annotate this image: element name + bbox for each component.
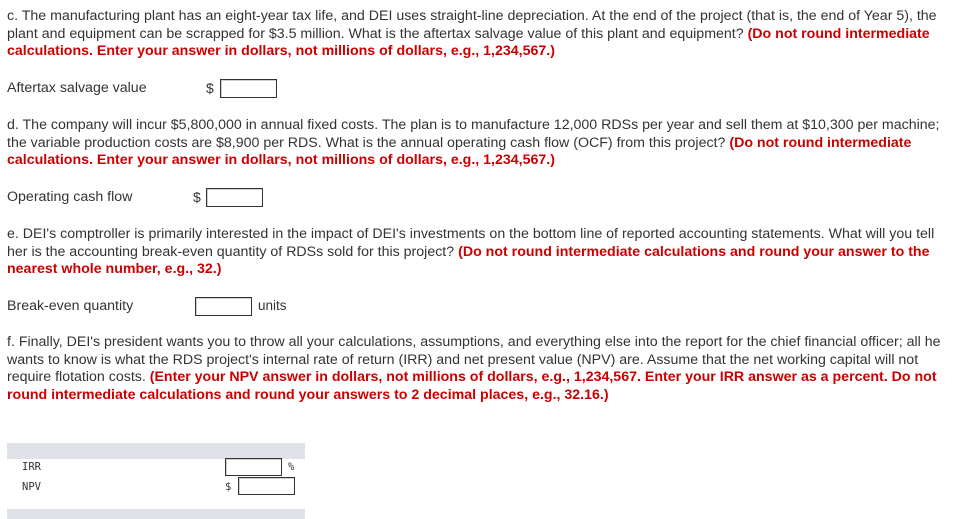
question-d-instruction: (Do not round intermediate calculations. Enter your answer in dollars, not millions of dollars, e.g., 1,234,567.) [7, 134, 912, 168]
aftertax-salvage-input[interactable] [220, 79, 277, 98]
question-c [7, 8, 957, 61]
break-even-unit: units [258, 298, 287, 313]
question-c-instruction: (Do not round intermediate calculations. Enter your answer in dollars, not millions of dollars, e.g., 1,234,567.) [7, 25, 930, 59]
answer-table-footer [7, 509, 305, 519]
irr-input[interactable] [225, 458, 282, 476]
question-e-instruction: (Do not round intermediate calculations and round your answer to the nearest whole number, e.g., 32.) [7, 243, 930, 277]
operating-cash-flow-input[interactable] [206, 188, 263, 207]
answer-table-header [7, 443, 305, 459]
question-d [7, 117, 957, 170]
npv-currency: $ [225, 481, 232, 493]
question-c-text: c. The manufacturing plant has an eight-year tax life, and DEI uses straight-line depreciation. At the end of the project (that is, the end of Year 5), the plant and equipment can be scrapped for $3.5 million. What is the aftertax salvage value of this plant and equipment? [7, 8, 937, 42]
aftertax-salvage-currency: $ [206, 80, 214, 96]
npv-input[interactable] [238, 477, 295, 495]
question-d-text: d. The company will incur $5,800,000 in annual fixed costs. The plan is to manufacture 12,000 RDSs per year and sell them at $10,300 per machine; the variable production costs are $8,900 per RDS. What is the annual operating cash flow (OCF) from this project? [7, 117, 940, 151]
break-even-label: Break-even quantity [7, 298, 134, 314]
question-f-text: f. Finally, DEI's president wants you to throw all your calculations, assumptions, and everything else into the report for the chief financial officer; all he wants to know is what the RDS project's internal rate of return (IRR) and net present value (NPV) are. Assume that the net working capital will not require flotation costs. [7, 334, 941, 385]
question-f-instruction: (Enter your NPV answer in dollars, not millions of dollars, e.g., 1,234,567. Enter your IRR answer as a percent. Do not round intermediate calculations and round your answers to 2 decimal places, e.g., 32.16.) [7, 369, 937, 403]
question-f [7, 334, 957, 404]
irr-label: IRR [22, 461, 41, 473]
npv-label: NPV [22, 481, 41, 493]
question-e-text: e. DEI's comptroller is primarily interested in the impact of DEI's investments on the bottom line of reported accounting statements. What will you tell her is the accounting break-even quantity of RDSs sold for this project? [7, 226, 935, 260]
question-e [7, 226, 957, 279]
break-even-input[interactable] [195, 297, 252, 316]
operating-cash-flow-currency: $ [193, 189, 201, 205]
irr-percent-sign: % [288, 461, 295, 473]
operating-cash-flow-label: Operating cash flow [7, 189, 133, 205]
aftertax-salvage-label: Aftertax salvage value [7, 80, 147, 96]
